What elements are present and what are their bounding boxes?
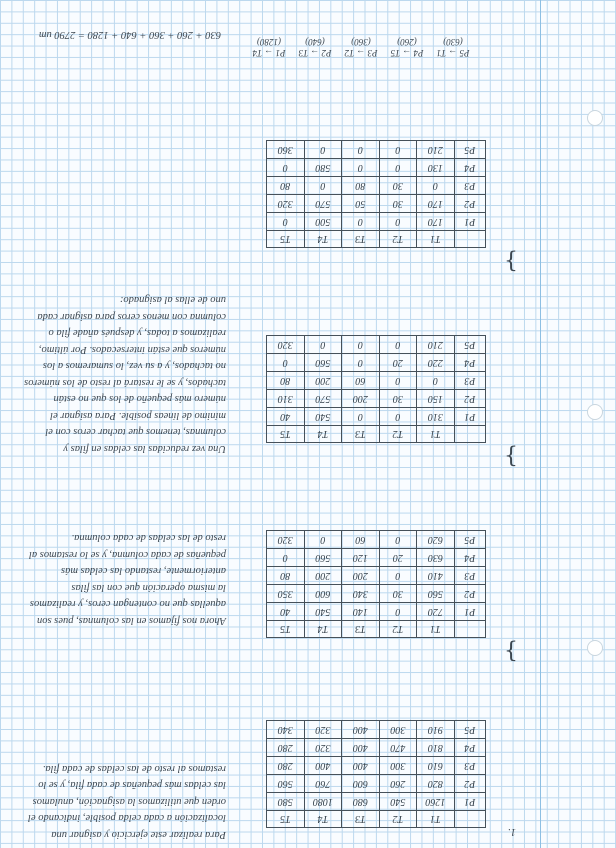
table-cell: 300 <box>379 757 417 775</box>
table-cell: 0 <box>379 567 417 585</box>
table-cell: 0 <box>342 159 380 177</box>
table-cell: 280 <box>267 757 305 775</box>
table-header-cell <box>454 621 485 638</box>
table-cell: 280 <box>267 739 305 757</box>
table-cell: 80 <box>267 567 305 585</box>
table-cell: 720 <box>417 603 455 621</box>
table-header-cell: T4 <box>304 811 342 828</box>
table-cell: 300 <box>379 721 417 739</box>
table-header-cell: T3 <box>342 621 380 638</box>
row-label-cell: P2 <box>454 390 485 408</box>
cost-table-3 <box>266 335 486 443</box>
table-cell: 320 <box>267 531 305 549</box>
table-row <box>267 775 486 793</box>
table-cell: 200 <box>342 390 380 408</box>
table-cell: 0 <box>379 372 417 390</box>
assignment-pair: P5 → T1 <box>436 48 470 58</box>
table-header-cell: T2 <box>379 231 417 248</box>
table-row <box>267 159 486 177</box>
table-row <box>267 585 486 603</box>
paragraph-1: Para realizar este ejercicio y asignar una localización a cada celda posible, indicando el orden que utilizamos la asignación, anulamos las celdas más pequeñas de cada fila, y se lo restamos al resto de las celdas de cada fila. <box>27 763 226 840</box>
table-cell: 0 <box>379 603 417 621</box>
table-cell: 560 <box>304 354 342 372</box>
table-row <box>267 739 486 757</box>
table-cell: 910 <box>417 721 455 739</box>
table-row <box>267 408 486 426</box>
table-cell: 200 <box>304 372 342 390</box>
row-label-cell: P1 <box>454 793 485 811</box>
table-row <box>267 793 486 811</box>
table-cell: 210 <box>417 141 455 159</box>
table-cell: 0 <box>342 408 380 426</box>
table-cell: 400 <box>342 739 380 757</box>
table-header-cell: T4 <box>304 231 342 248</box>
table-cell: 0 <box>267 549 305 567</box>
table-row <box>267 177 486 195</box>
total-cost: 630 + 260 + 360 + 640 + 1280 = 2790 um <box>38 29 221 40</box>
table-cell: 30 <box>379 177 417 195</box>
table-cell: 210 <box>417 336 455 354</box>
row-label-cell: P4 <box>454 739 485 757</box>
table-cell: 560 <box>417 585 455 603</box>
table-header-cell: T5 <box>267 231 305 248</box>
table-cell: 630 <box>417 549 455 567</box>
row-label-cell: P3 <box>454 567 485 585</box>
table-cell: 400 <box>342 757 380 775</box>
arrow-brace: } <box>504 638 518 663</box>
table-cell: 360 <box>267 141 305 159</box>
table-cell: 0 <box>342 141 380 159</box>
table-cell: 310 <box>267 390 305 408</box>
assignment-label <box>437 36 470 58</box>
assignment-cost: (1280) <box>257 37 282 47</box>
table-cell: 80 <box>267 372 305 390</box>
table-cell: 0 <box>379 213 417 231</box>
table-cell: 0 <box>379 336 417 354</box>
table-cell: 0 <box>267 159 305 177</box>
assignment-labels <box>246 36 476 58</box>
table-cell: 570 <box>304 390 342 408</box>
table-row <box>267 336 486 354</box>
table-cell: 500 <box>304 213 342 231</box>
table-cell: 820 <box>417 775 455 793</box>
cost-table-1 <box>266 720 486 828</box>
table-cell: 540 <box>304 408 342 426</box>
table-cell: 0 <box>304 177 342 195</box>
table-cell: 600 <box>342 775 380 793</box>
assignment-pair: P2 → T3 <box>298 48 332 58</box>
table-cell: 0 <box>267 354 305 372</box>
table-cell: 0 <box>417 177 455 195</box>
table-header-cell: T2 <box>379 426 417 443</box>
table-cell: 410 <box>417 567 455 585</box>
row-label-cell: P3 <box>454 177 485 195</box>
row-label-cell: P4 <box>454 159 485 177</box>
row-label-cell: P1 <box>454 213 485 231</box>
table-cell: 0 <box>304 141 342 159</box>
table-cell: 40 <box>267 408 305 426</box>
table-cell: 320 <box>304 739 342 757</box>
table-header-cell: T1 <box>417 426 455 443</box>
row-label-cell: P3 <box>454 757 485 775</box>
assignment-cost: (640) <box>305 37 325 47</box>
table-cell: 200 <box>342 567 380 585</box>
table-cell: 0 <box>267 213 305 231</box>
table-row <box>267 531 486 549</box>
row-label-cell: P2 <box>454 775 485 793</box>
table-cell: 560 <box>304 549 342 567</box>
item-number: 1. <box>507 826 516 838</box>
table-cell: 320 <box>304 721 342 739</box>
assignment-pair: P1 → T4 <box>252 48 286 58</box>
table-cell: 40 <box>267 603 305 621</box>
table-header-cell: T1 <box>417 231 455 248</box>
table-row <box>267 354 486 372</box>
table-cell: 0 <box>342 213 380 231</box>
assignment-label <box>345 36 378 58</box>
table-cell: 0 <box>379 408 417 426</box>
cost-table-2 <box>266 530 486 638</box>
arrow-brace: } <box>504 248 518 273</box>
table-cell: 120 <box>342 549 380 567</box>
table-cell: 20 <box>379 354 417 372</box>
table-cell: 60 <box>342 372 380 390</box>
table-cell: 200 <box>304 567 342 585</box>
table-cell: 0 <box>379 531 417 549</box>
row-label-cell: P3 <box>454 372 485 390</box>
table-cell: 220 <box>417 354 455 372</box>
assignment-label <box>253 36 286 58</box>
table-header-row <box>267 621 486 638</box>
table-header-cell <box>454 426 485 443</box>
table-cell: 0 <box>379 141 417 159</box>
table-cell: 0 <box>379 159 417 177</box>
table-cell: 50 <box>342 195 380 213</box>
table-row <box>267 390 486 408</box>
table-cell: 400 <box>304 757 342 775</box>
row-label-cell: P1 <box>454 603 485 621</box>
table-row <box>267 603 486 621</box>
table-cell: 540 <box>304 603 342 621</box>
table-header-cell: T2 <box>379 811 417 828</box>
table-cell: 610 <box>417 757 455 775</box>
table-row <box>267 549 486 567</box>
table-cell: 20 <box>379 549 417 567</box>
table-header-cell: T3 <box>342 231 380 248</box>
table-cell: 810 <box>417 739 455 757</box>
table-row <box>267 372 486 390</box>
table-cell: 570 <box>304 195 342 213</box>
table-header-cell: T4 <box>304 426 342 443</box>
table-cell: 140 <box>342 603 380 621</box>
table-header-cell <box>454 811 485 828</box>
table-cell: 80 <box>342 177 380 195</box>
table-row <box>267 141 486 159</box>
table-cell: 30 <box>379 195 417 213</box>
table-cell: 580 <box>267 793 305 811</box>
table-cell: 680 <box>342 793 380 811</box>
assignment-cost: (260) <box>397 37 417 47</box>
table-header-cell: T1 <box>417 811 455 828</box>
table-header-cell <box>454 231 485 248</box>
table-cell: 470 <box>379 739 417 757</box>
arrow-brace: } <box>504 443 518 468</box>
table-cell: 580 <box>304 159 342 177</box>
paragraph-3: Una vez reducidas las celdas en filas y columnas, tenemos que tachar ceros con el mínimo de líneas posible. Para asignar el número más pequeño de los que no están tachados, y se le restará al resto de los números no tachados, y a su vez, lo sumaremos a los números que están intersecados. Por último, realizamos a todas, y después añade fila o columna con menos ceros para asignar cada uno de ellas al asignado: <box>24 294 226 454</box>
table-header-cell: T4 <box>304 621 342 638</box>
row-label-cell: P2 <box>454 585 485 603</box>
table-row <box>267 721 486 739</box>
table-cell: 0 <box>304 336 342 354</box>
assignment-cost: (360) <box>351 37 371 47</box>
table-header-cell: T5 <box>267 621 305 638</box>
assignment-label <box>391 36 424 58</box>
table-cell: 320 <box>267 336 305 354</box>
row-label-cell: P1 <box>454 408 485 426</box>
table-row <box>267 757 486 775</box>
assignment-cost: (630) <box>443 37 463 47</box>
table-header-cell: T3 <box>342 811 380 828</box>
table-header-cell: T2 <box>379 621 417 638</box>
table-cell: 260 <box>379 775 417 793</box>
table-cell: 350 <box>267 585 305 603</box>
table-row <box>267 195 486 213</box>
table-cell: 600 <box>304 585 342 603</box>
table-cell: 340 <box>342 585 380 603</box>
table-cell: 400 <box>342 721 380 739</box>
row-label-cell: P4 <box>454 354 485 372</box>
assignment-label <box>299 36 332 58</box>
table-cell: 620 <box>417 531 455 549</box>
table-row <box>267 213 486 231</box>
table-cell: 30 <box>379 585 417 603</box>
table-cell: 540 <box>379 793 417 811</box>
table-header-cell: T5 <box>267 811 305 828</box>
table-cell: 170 <box>417 213 455 231</box>
assignment-pair: P4 → T5 <box>390 48 424 58</box>
row-label-cell: P5 <box>454 141 485 159</box>
table-cell: 1260 <box>417 793 455 811</box>
table-cell: 150 <box>417 390 455 408</box>
table-cell: 310 <box>417 408 455 426</box>
table-header-cell: T1 <box>417 621 455 638</box>
table-cell: 80 <box>267 177 305 195</box>
table-header-row <box>267 426 486 443</box>
table-header-cell: T3 <box>342 426 380 443</box>
table-cell: 1080 <box>304 793 342 811</box>
table-header-cell: T5 <box>267 426 305 443</box>
table-cell: 130 <box>417 159 455 177</box>
paragraph-2: Ahora nos fijamos en las columnas, pues son aquellas que no contengan ceros, y realizamos la misma operación que con las filas anteriormente, restando las celdas más pequeñas de cada columna, y se lo restamos al resto de las celdas de cada columna. <box>28 532 226 626</box>
assignment-pair: P3 → T2 <box>344 48 378 58</box>
table-header-row <box>267 231 486 248</box>
table-cell: 320 <box>267 195 305 213</box>
row-label-cell: P4 <box>454 549 485 567</box>
row-label-cell: P5 <box>454 336 485 354</box>
table-cell: 170 <box>417 195 455 213</box>
table-cell: 0 <box>304 531 342 549</box>
table-cell: 60 <box>342 531 380 549</box>
table-cell: 760 <box>304 775 342 793</box>
row-label-cell: P5 <box>454 531 485 549</box>
table-cell: 340 <box>267 721 305 739</box>
table-cell: 0 <box>342 336 380 354</box>
table-cell: 30 <box>379 390 417 408</box>
table-cell: 0 <box>417 372 455 390</box>
cost-table-4 <box>266 140 486 248</box>
table-cell: 0 <box>342 354 380 372</box>
table-header-row <box>267 811 486 828</box>
table-row <box>267 567 486 585</box>
row-label-cell: P2 <box>454 195 485 213</box>
row-label-cell: P5 <box>454 721 485 739</box>
table-cell: 560 <box>267 775 305 793</box>
